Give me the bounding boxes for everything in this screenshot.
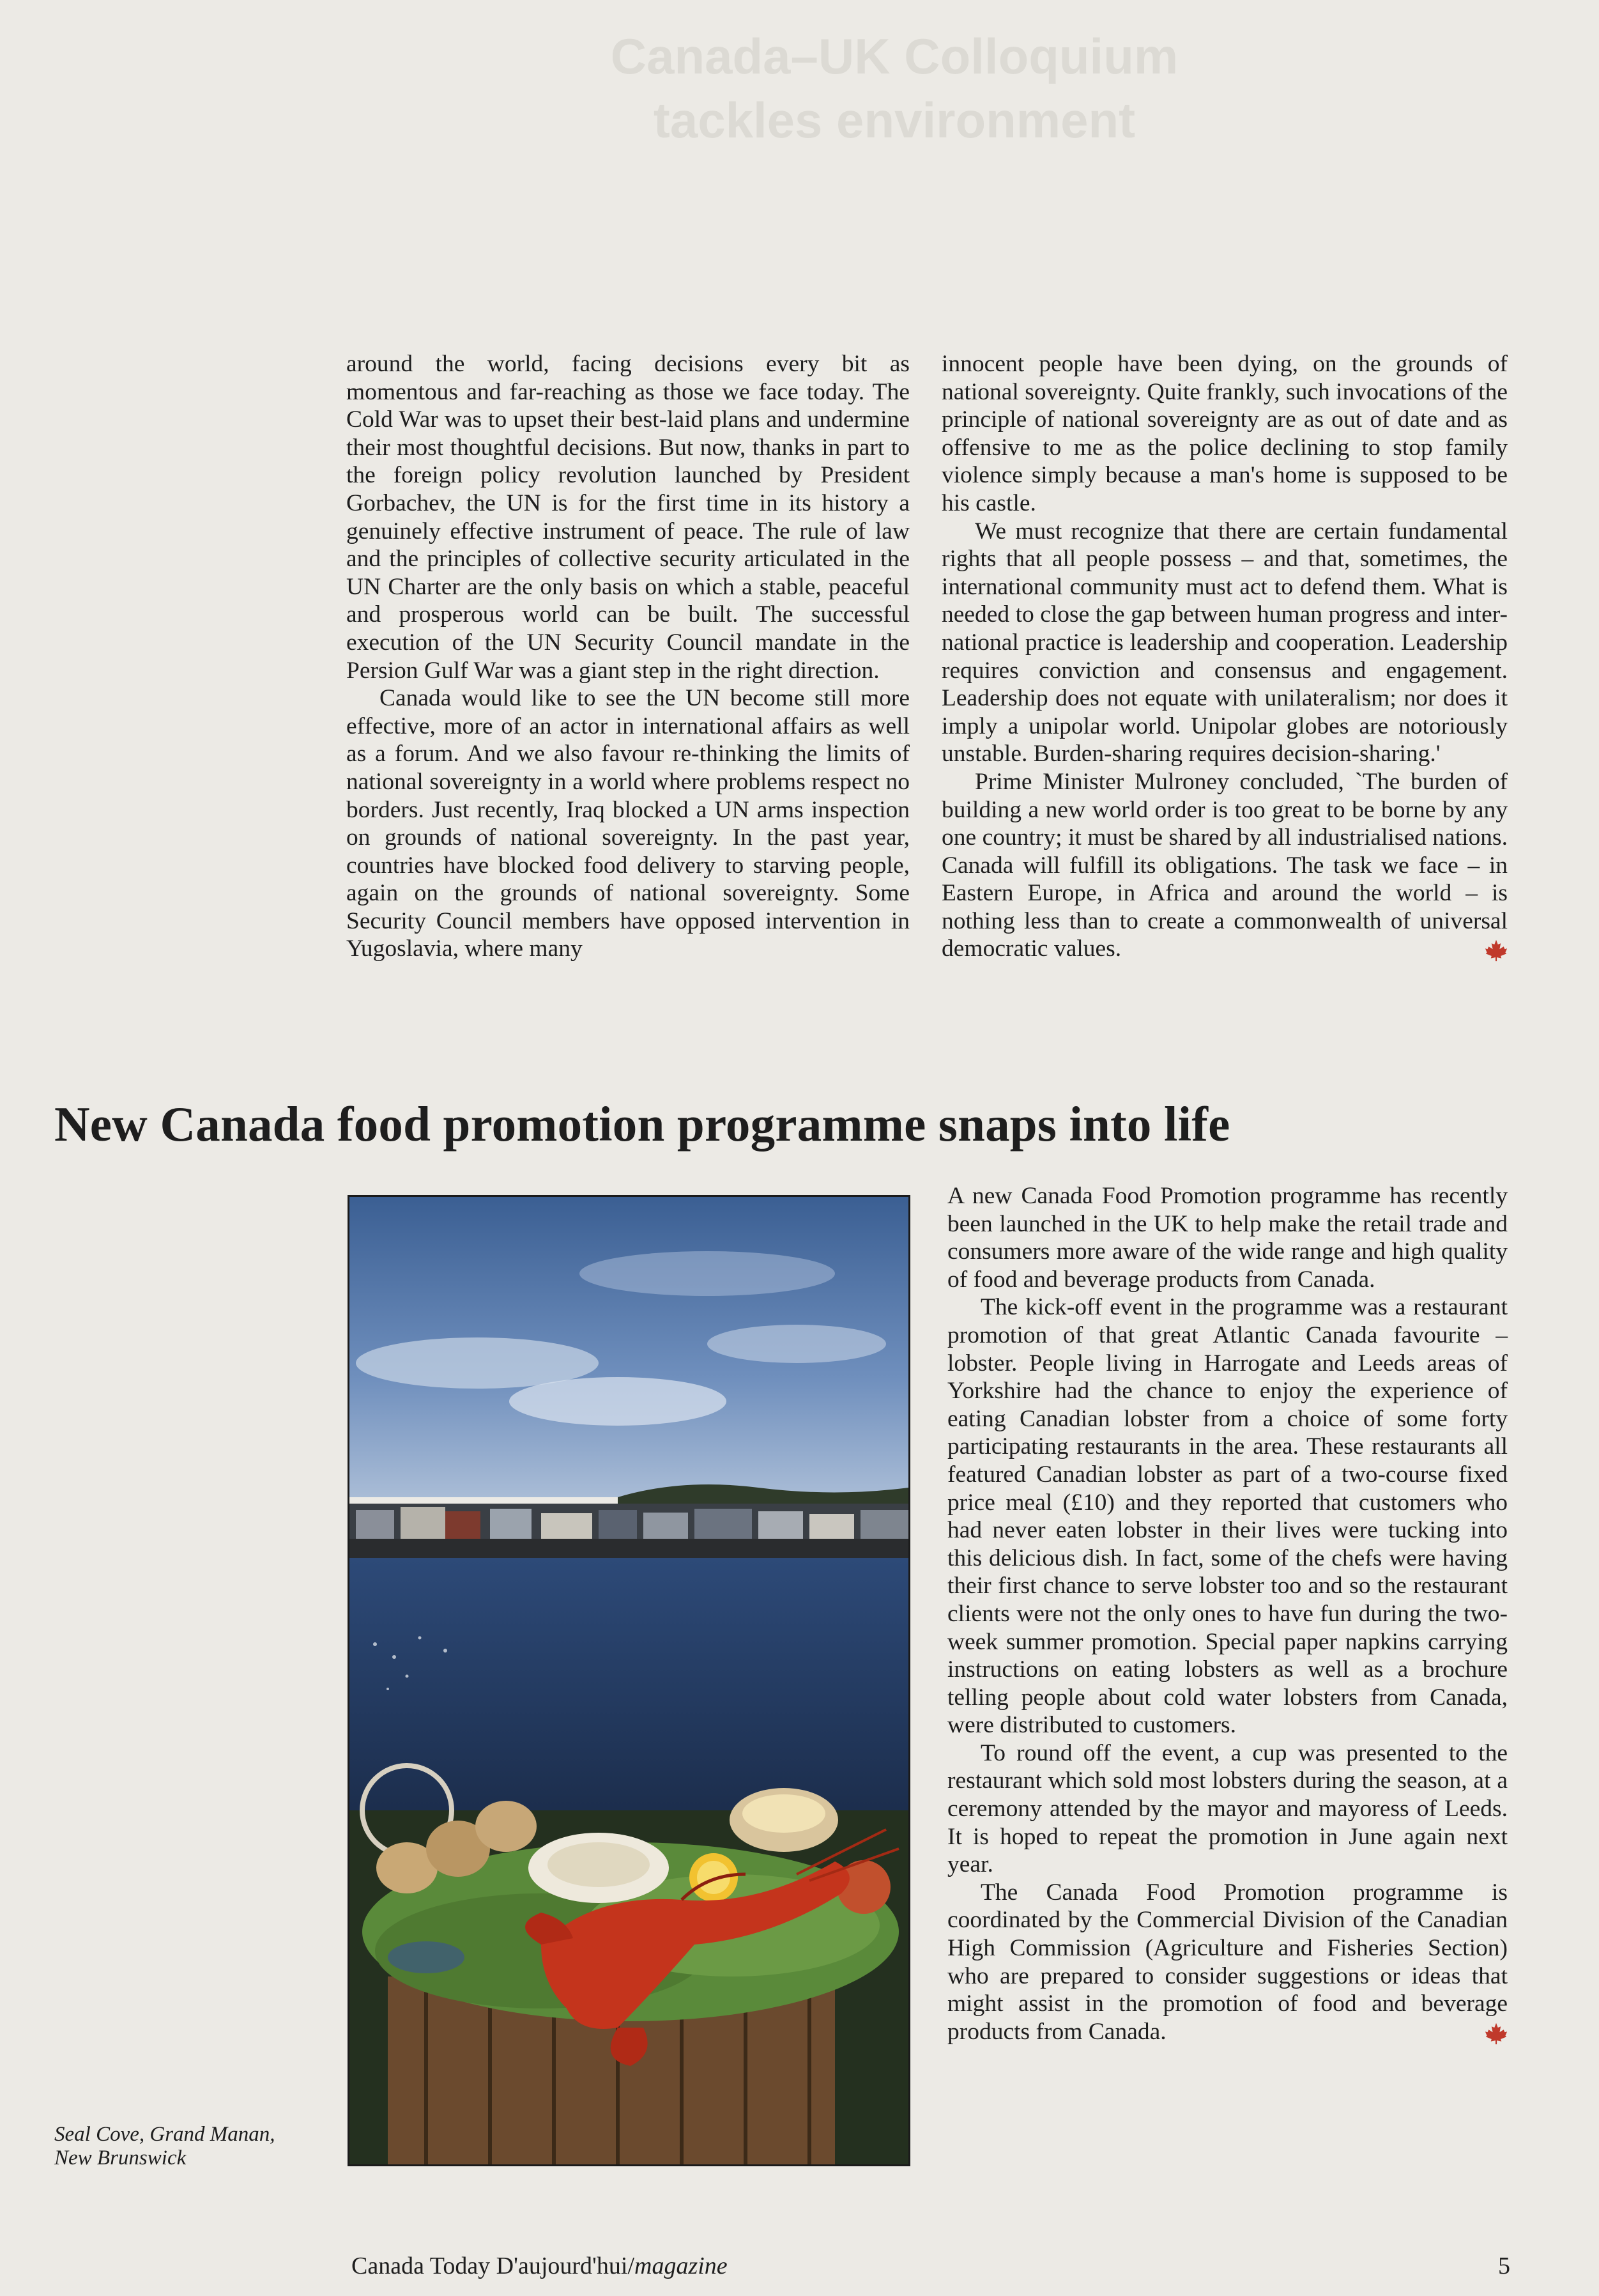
article2-closing-text: The Canada Food Promotion programme is coordinated by the Commercial Division of the Canadian High Commission (Agriculture and Fisheries Section) who are prepared to consider suggestions or ideas that might assist in the promotion of food and beverage products from Canada. [947, 1879, 1508, 2045]
article1-col2-paragraph-2: We must recognize that there are certain fundamental rights that all people possess – and that, sometimes, the international community must act to defend them. What is needed to close the gap between human progress and inter-national practice is leadership and cooperation. Leadership requires conviction and consensus and engagement. Leadership does not equate with unilateralism; nor does it imply a unipolar world. Unipolar globes are notoriously unstable. Burden-sharing requires decision-sharing.' [942, 518, 1508, 767]
article2-paragraph-3: To round off the event, a cup was presented to the restaurant which sold most lobsters during the season, at a ceremony attended by the mayor and mayoress of Leeds. It is hoped to repeat the promotion in June again next year. [947, 1739, 1508, 1878]
page-number: 5 [1498, 2253, 1510, 2279]
article2-body [947, 1182, 1508, 2046]
footer-publication-suffix: magazine [634, 2253, 728, 2279]
faded-header-line-2: tackles environment [653, 92, 1136, 148]
article1-closing-text: Prime Minister Mulroney concluded, `The burden of building a new world order is too great to be borne by any one country; it must be shared by all industrialised nations. Canada will fulfill its obligations. The task we face – in Eastern Europe, in Africa and around the world – is nothing less than to create a commonwealth of universal democratic values. [942, 768, 1508, 962]
article2-paragraph-2: The kick-off event in the programme was a restaurant promotion of that great Atlantic Canada favourite – lobster. People living in Harrogate and Leeds areas of Yorkshire had the chance to enjoy the experience of eating Canadian lobster from a choice of some forty participating restaurants in the area. These restaurants all featured Canadian lobster as part of a two-course fixed price meal (£10) and they reported that customers who had never eaten lobster in their lives were tucking into this delicious dish. In fact, some of the chefs were having their first chance to serve lobster too and so the restaurant clients were not the only ones to have fun during the two-week summer promotion. Special paper napkins carrying instructions on eating lobsters as well as a brochure telling people about cold water lobsters from Canada, were distributed to customers. [947, 1294, 1508, 1739]
footer-publication-name: Canada Today D'aujourd'hui/ [351, 2253, 635, 2279]
article1-column-1 [346, 350, 910, 963]
maple-leaf-icon [1485, 2022, 1508, 2045]
article1-col1-paragraph-1: around the world, facing decisions every bit as momentous and far-reaching as those we face today. The Cold War was to upset their best-laid plans and undermine their most thoughtful decisions. But now, thanks in part to the foreign policy revolution launched by President Gorbachev, the UN is for the first time in its history a genuinely effective instrument of peace. The rule of law and the principles of collective security articulated in the UN Charter are the only basis on which a stable, peaceful and prosperous world can be built. The successful execution of the UN Security Council mandate in the Persion Gulf War was a giant step in the right direction. [346, 351, 910, 684]
article1-col2-paragraph-1: innocent people have been dying, on the grounds of national sovereignty. Quite frankly, such invocations of the principle of national sovereignty are as out of date and as offensive to me as the police declining to stop family violence simply because a man's home is supposed to be his castle. [942, 351, 1508, 516]
footer-publication-title [351, 2252, 728, 2280]
article1-col1-paragraph-2: Canada would like to see the UN become still more effective, more of an actor in international affairs as well as a forum. And we also favour re-thinking the limits of national sovereignty in a world where problems respect no borders. Just recently, Iraq blocked a UN arms inspection on grounds of national sovereignty. In the past year, countries have blocked food delivery to starving people, again on the grounds of national sovereignty. Some Security Council members have opposed intervention in Yugoslavia, where many [346, 685, 910, 962]
faded-header-line-1: Canada–UK Colloquium [610, 28, 1179, 84]
article1-col2-paragraph-3 [942, 768, 1508, 963]
photo-caption: Seal Cove, Grand Manan, New Brunswick [54, 2123, 275, 2169]
article2-paragraph-4 [947, 1879, 1508, 2046]
article2-headline: New Canada food promotion programme snaps into life [54, 1097, 1230, 1152]
maple-leaf-icon [1485, 939, 1508, 962]
harbour-lobster-photo [348, 1195, 910, 2166]
article1-column-2 [942, 350, 1508, 963]
article2-paragraph-1: A new Canada Food Promotion programme has recently been launched in the UK to help make the retail trade and consumers more aware of the wide range and high quality of food and beverage products from Canada. [947, 1183, 1508, 1293]
